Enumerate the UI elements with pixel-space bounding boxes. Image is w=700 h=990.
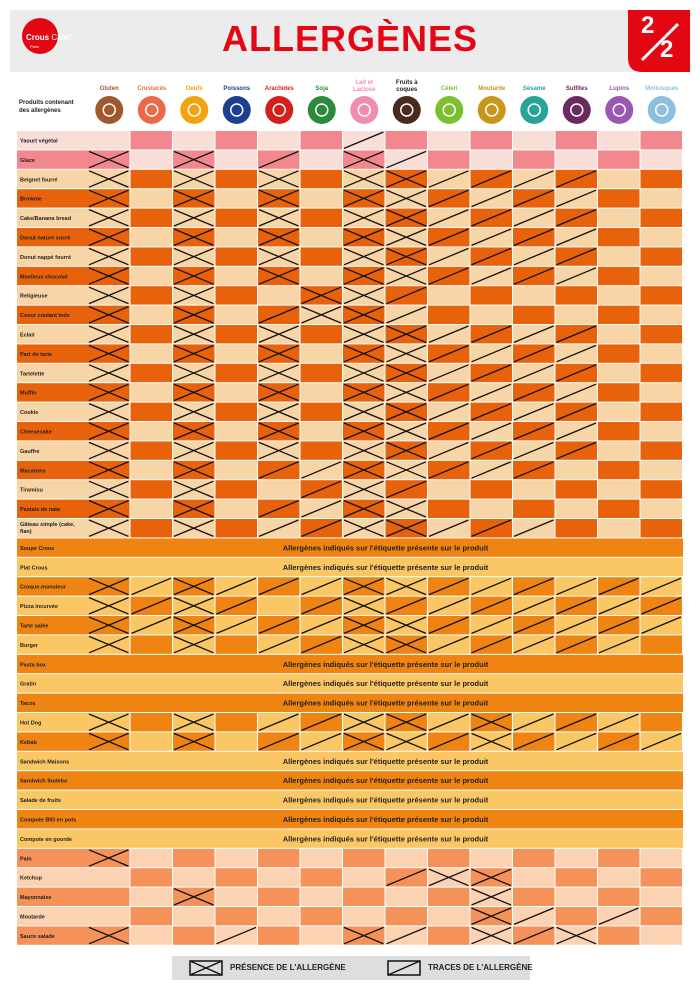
grid-cell — [513, 286, 555, 304]
fish-icon — [223, 96, 251, 124]
grid-cell — [216, 441, 258, 459]
soy-icon — [308, 96, 336, 124]
etiquette-note: Allergènes indiqués sur l'étiquette présente sur le produit — [282, 756, 489, 766]
logo-brand: Crous — [26, 33, 50, 42]
grid-cell — [641, 926, 683, 944]
logo-product: Cafet' — [51, 33, 73, 42]
grid-cell — [556, 849, 598, 867]
grid-cell — [88, 131, 130, 149]
grid-cell — [556, 888, 598, 906]
grid-cell — [88, 888, 130, 906]
celery-icon — [435, 96, 463, 124]
grid-cell — [131, 480, 173, 498]
grid-cell — [641, 344, 683, 362]
grid-cell — [428, 888, 470, 906]
allergen-label: Céleri — [440, 86, 458, 92]
grid-cell — [301, 888, 343, 906]
grid-cell — [258, 480, 300, 498]
grid-cell — [216, 888, 258, 906]
row-label: Soupe Crous — [20, 545, 55, 552]
grid-cell — [216, 344, 258, 362]
grape-icon — [563, 96, 591, 124]
grid-cell — [131, 888, 173, 906]
row-label: Compote BIO en pots — [20, 817, 77, 824]
row-label: Beignet fourré — [20, 177, 58, 184]
lupin-icon — [605, 96, 633, 124]
row-label: Gâteau simple (cake, — [20, 522, 75, 528]
grid-cell — [513, 849, 555, 867]
allergen-label: Crustacés — [137, 86, 167, 92]
row-label: Kebab — [20, 739, 37, 746]
grid-cell — [513, 131, 555, 149]
grid-cell — [216, 170, 258, 188]
grid-cell — [216, 500, 258, 518]
grid-cell — [216, 131, 258, 149]
grid-cell — [216, 635, 258, 653]
grid-cell — [598, 849, 640, 867]
grid-cell — [513, 500, 555, 518]
grid-cell — [216, 247, 258, 265]
row-label: Tacos — [20, 701, 36, 708]
grid-cell — [216, 907, 258, 925]
grid-cell — [216, 286, 258, 304]
etiquette-note: Allergènes indiqués sur l'étiquette présente sur le produit — [282, 562, 489, 572]
grid-cell — [598, 209, 640, 227]
row-label: Hot Dog — [20, 720, 42, 727]
grid-cell — [641, 461, 683, 479]
grid-cell — [598, 247, 640, 265]
grid-cell — [598, 868, 640, 886]
grid-cell — [173, 907, 215, 925]
grid-cell — [556, 461, 598, 479]
grid-cell — [556, 306, 598, 324]
legend-presence-swatch — [189, 960, 223, 976]
row-label: flan) — [20, 529, 32, 535]
grid-cell — [513, 480, 555, 498]
grid-cell — [598, 403, 640, 421]
grid-cell — [641, 519, 683, 537]
grid-cell — [641, 209, 683, 227]
etiquette-note: Allergènes indiqués sur l'étiquette présente sur le produit — [282, 698, 489, 708]
row-label: Croque-monsieur — [20, 584, 66, 591]
grid-cell — [131, 170, 173, 188]
mustard-icon — [478, 96, 506, 124]
etiquette-note: Allergènes indiqués sur l'étiquette présente sur le produit — [282, 659, 489, 669]
allergen-label: Gluten — [99, 86, 119, 92]
grid-cell — [641, 907, 683, 925]
grid-cell — [216, 228, 258, 246]
grid-cell — [641, 170, 683, 188]
grid-cell — [641, 868, 683, 886]
grid-cell — [471, 480, 513, 498]
grid-cell — [131, 926, 173, 944]
legend-traces-label: TRACES DE L'ALLERGÈNE — [428, 963, 533, 972]
grid-cell — [216, 209, 258, 227]
grid-cell — [216, 713, 258, 731]
grid-cell — [598, 364, 640, 382]
grid-cell — [641, 189, 683, 207]
grid-cell — [173, 849, 215, 867]
row-label: Cookie — [20, 410, 39, 417]
grid-cell — [301, 209, 343, 227]
grid-cell — [598, 325, 640, 343]
grid-cell — [556, 907, 598, 925]
allergen-label: Poissons — [223, 86, 251, 92]
grid-cell — [598, 480, 640, 498]
grid-cell — [173, 868, 215, 886]
grid-cell — [598, 228, 640, 246]
crab-icon — [138, 96, 166, 124]
grid-cell — [216, 383, 258, 401]
page-total: 2 — [660, 36, 674, 63]
grid-cell — [471, 849, 513, 867]
grid-cell — [216, 306, 258, 324]
grid-cell — [131, 131, 173, 149]
grid-cell — [428, 907, 470, 925]
grid-cell — [598, 131, 640, 149]
grid-cell — [131, 519, 173, 537]
grid-cell — [428, 150, 470, 168]
grid-cell — [641, 383, 683, 401]
row-label: Cake/Banana bread — [20, 216, 72, 223]
grid-cell — [386, 131, 428, 149]
grid-cell — [301, 267, 343, 285]
grid-cell — [513, 306, 555, 324]
etiquette-note: Allergènes indiqués sur l'étiquette présente sur le produit — [282, 776, 489, 786]
row-label: Pastais de nata — [20, 507, 61, 514]
grid-cell — [598, 286, 640, 304]
row-label: Sandwich Sodebo — [20, 778, 68, 785]
grid-cell — [428, 480, 470, 498]
grid-cell — [556, 131, 598, 149]
allergen-label: Lupins — [609, 86, 630, 92]
grid-cell — [131, 907, 173, 925]
grid-cell — [258, 907, 300, 925]
row-label: Coeur coulant indv — [20, 313, 70, 320]
grid-cell — [598, 926, 640, 944]
grid-cell — [598, 189, 640, 207]
grid-cell — [598, 150, 640, 168]
grid-cell — [131, 364, 173, 382]
grid-cell — [343, 849, 385, 867]
peanut-icon — [265, 96, 293, 124]
grid-cell — [216, 267, 258, 285]
grid-cell — [556, 480, 598, 498]
grid-cell — [258, 849, 300, 867]
allergen-label: Sulfites — [565, 86, 588, 92]
grid-cell — [216, 403, 258, 421]
grid-cell — [598, 170, 640, 188]
grid-cell — [641, 635, 683, 653]
grid-cell — [641, 131, 683, 149]
grid-cell — [301, 247, 343, 265]
row-label: Gratin — [20, 681, 37, 688]
grid-cell — [641, 441, 683, 459]
grid-cell — [301, 170, 343, 188]
grid-cell — [131, 500, 173, 518]
grid-cell — [131, 189, 173, 207]
row-label: Glace — [20, 157, 35, 164]
grid-cell — [641, 325, 683, 343]
grid-cell — [513, 888, 555, 906]
grid-cell — [216, 150, 258, 168]
grid-cell — [258, 286, 300, 304]
grid-cell — [131, 461, 173, 479]
grid-cell — [131, 868, 173, 886]
grid-cell — [598, 888, 640, 906]
grid-cell — [131, 228, 173, 246]
grid-cell — [641, 849, 683, 867]
grid-cell — [258, 597, 300, 615]
legend-traces-swatch — [387, 960, 421, 976]
allergen-label: coques — [396, 87, 418, 93]
grid-cell — [556, 868, 598, 886]
grid-cell — [386, 849, 428, 867]
page-num: 2 — [641, 12, 655, 39]
grid-cell — [216, 189, 258, 207]
grid-cell — [88, 907, 130, 925]
grid-cell — [641, 364, 683, 382]
row-label: Donut nappé fourré — [20, 254, 72, 261]
grid-cell — [556, 150, 598, 168]
row-label: Moelleux chocolat — [20, 274, 68, 281]
allergen-label: Mollusques — [645, 86, 679, 92]
grid-cell — [641, 267, 683, 285]
grid-cell — [428, 926, 470, 944]
grid-cell — [131, 306, 173, 324]
etiquette-note: Allergènes indiqués sur l'étiquette présente sur le produit — [282, 834, 489, 844]
grid-cell — [258, 868, 300, 886]
grid-cell — [258, 131, 300, 149]
grid-cell — [641, 422, 683, 440]
grid-cell — [258, 926, 300, 944]
grid-cell — [301, 228, 343, 246]
grid-cell — [131, 403, 173, 421]
grid-cell — [471, 150, 513, 168]
grid-cell — [88, 868, 130, 886]
grid-cell — [301, 189, 343, 207]
corner-label: Produits contenant — [19, 100, 74, 106]
grid-cell — [428, 306, 470, 324]
grid-cell — [386, 888, 428, 906]
grid-cell — [216, 461, 258, 479]
grid-cell — [131, 422, 173, 440]
grid-cell — [173, 926, 215, 944]
grid-cell — [216, 422, 258, 440]
grid-cell — [598, 422, 640, 440]
row-label: Tarte salée — [20, 623, 49, 630]
row-label: Salade de fruits — [20, 798, 61, 805]
etiquette-note: Allergènes indiqués sur l'étiquette présente sur le produit — [282, 679, 489, 689]
grid-cell — [258, 888, 300, 906]
grid-cell — [301, 325, 343, 343]
allergen-label: Sésame — [522, 86, 546, 92]
grid-cell — [301, 907, 343, 925]
sesame-icon — [520, 96, 548, 124]
row-label: Burger — [20, 642, 39, 649]
grid-cell — [301, 364, 343, 382]
grid-cell — [513, 868, 555, 886]
allergen-label: Soja — [315, 86, 329, 92]
grid-cell — [471, 500, 513, 518]
grid-cell — [301, 403, 343, 421]
grid-cell — [131, 325, 173, 343]
grid-cell — [301, 150, 343, 168]
grid-cell — [428, 131, 470, 149]
wheat-icon — [95, 96, 123, 124]
grid-cell — [641, 306, 683, 324]
allergen-label: Lactose — [352, 87, 376, 93]
grid-cell — [556, 500, 598, 518]
grid-cell — [556, 286, 598, 304]
grid-cell — [301, 849, 343, 867]
grid-cell — [641, 228, 683, 246]
grid-cell — [131, 150, 173, 168]
grid-cell — [598, 461, 640, 479]
grid-cell — [641, 403, 683, 421]
row-label: Pizza incurvée — [20, 604, 58, 611]
etiquette-note: Allergènes indiqués sur l'étiquette présente sur le produit — [282, 543, 489, 553]
row-label: Yaourt végétal — [20, 138, 58, 145]
milk-icon — [350, 96, 378, 124]
grid-cell — [641, 500, 683, 518]
grid-cell — [301, 344, 343, 362]
grid-cell — [641, 480, 683, 498]
grid-cell — [513, 150, 555, 168]
row-label: Sandwich Maisons — [20, 759, 70, 766]
egg-icon — [180, 96, 208, 124]
grid-cell — [556, 519, 598, 537]
corner-label: des allergènes — [19, 108, 61, 114]
grid-cell — [641, 247, 683, 265]
row-label: Eclair — [20, 332, 35, 339]
grid-cell — [131, 344, 173, 362]
etiquette-note: Allergènes indiqués sur l'étiquette présente sur le produit — [282, 795, 489, 805]
grid-cell — [428, 849, 470, 867]
grid-cell — [641, 150, 683, 168]
grid-cell — [131, 209, 173, 227]
row-label: Donut nature sucré — [20, 235, 71, 242]
grid-cell — [216, 849, 258, 867]
grid-cell — [641, 888, 683, 906]
grid-cell — [216, 732, 258, 750]
grid-cell — [131, 247, 173, 265]
row-label: Tiramisu — [20, 487, 43, 494]
grid-cell — [641, 713, 683, 731]
grid-cell — [598, 344, 640, 362]
allergen-label: Lait et — [355, 80, 374, 86]
logo-city: Paris — [30, 44, 40, 49]
grid-cell — [598, 267, 640, 285]
grid-cell — [343, 907, 385, 925]
row-label: Pasta box — [20, 662, 46, 669]
grid-cell — [598, 519, 640, 537]
grid-cell — [216, 868, 258, 886]
grid-cell — [343, 868, 385, 886]
row-label: Part de tarte — [20, 351, 53, 358]
row-label: Brownie — [20, 196, 42, 203]
grid-cell — [216, 364, 258, 382]
grid-cell — [471, 131, 513, 149]
row-label: Sauce salade — [20, 933, 55, 940]
row-label: Pain — [20, 856, 32, 863]
grid-cell — [428, 286, 470, 304]
row-label: Muffin — [20, 390, 37, 397]
grid-cell — [428, 500, 470, 518]
shell-icon — [648, 96, 676, 124]
grid-cell — [216, 480, 258, 498]
grid-cell — [131, 286, 173, 304]
row-label: Tartelette — [20, 371, 45, 378]
grid-cell — [301, 441, 343, 459]
row-label: Plat Crous — [20, 565, 48, 572]
grid-cell — [471, 306, 513, 324]
grid-cell — [131, 849, 173, 867]
grid-cell — [131, 383, 173, 401]
grid-cell — [343, 888, 385, 906]
row-label: Cheesecake — [20, 429, 52, 436]
grid-cell — [598, 306, 640, 324]
grid-cell — [131, 713, 173, 731]
grid-cell — [301, 131, 343, 149]
row-label: Compote en gourde — [20, 836, 72, 843]
grid-cell — [598, 441, 640, 459]
row-label: Moutarde — [20, 914, 45, 921]
row-label: Religieuse — [20, 293, 48, 300]
allergen-label: Fruits à — [395, 80, 418, 86]
etiquette-note: Allergènes indiqués sur l'étiquette présente sur le produit — [282, 815, 489, 824]
grid-cell — [301, 926, 343, 944]
grid-cell — [216, 325, 258, 343]
grid-cell — [598, 383, 640, 401]
row-label: Macarons — [20, 468, 46, 475]
allergen-label: Moutarde — [478, 86, 506, 92]
row-label: Mayonnaise — [20, 895, 52, 902]
row-label: Gauffre — [20, 448, 40, 455]
row-label: Ketchup — [20, 875, 42, 882]
grid-cell — [131, 732, 173, 750]
grid-cell — [641, 286, 683, 304]
grid-cell — [131, 267, 173, 285]
grid-cell — [471, 286, 513, 304]
page-title: ALLERGÈNES — [221, 18, 479, 59]
grid-cell — [131, 635, 173, 653]
grid-cell — [173, 131, 215, 149]
grid-cell — [301, 868, 343, 886]
grid-cell — [301, 422, 343, 440]
legend-bar — [172, 956, 533, 980]
legend-presence-label: PRÉSENCE DE L'ALLERGÈNE — [230, 963, 346, 972]
grid-cell — [598, 500, 640, 518]
allergen-label: Oeufs — [185, 86, 203, 92]
grid-cell — [386, 907, 428, 925]
grid-cell — [216, 519, 258, 537]
grid-cell — [301, 383, 343, 401]
allergen-label: Arachides — [264, 86, 294, 92]
grid-cell — [131, 441, 173, 459]
nut-icon — [393, 96, 421, 124]
